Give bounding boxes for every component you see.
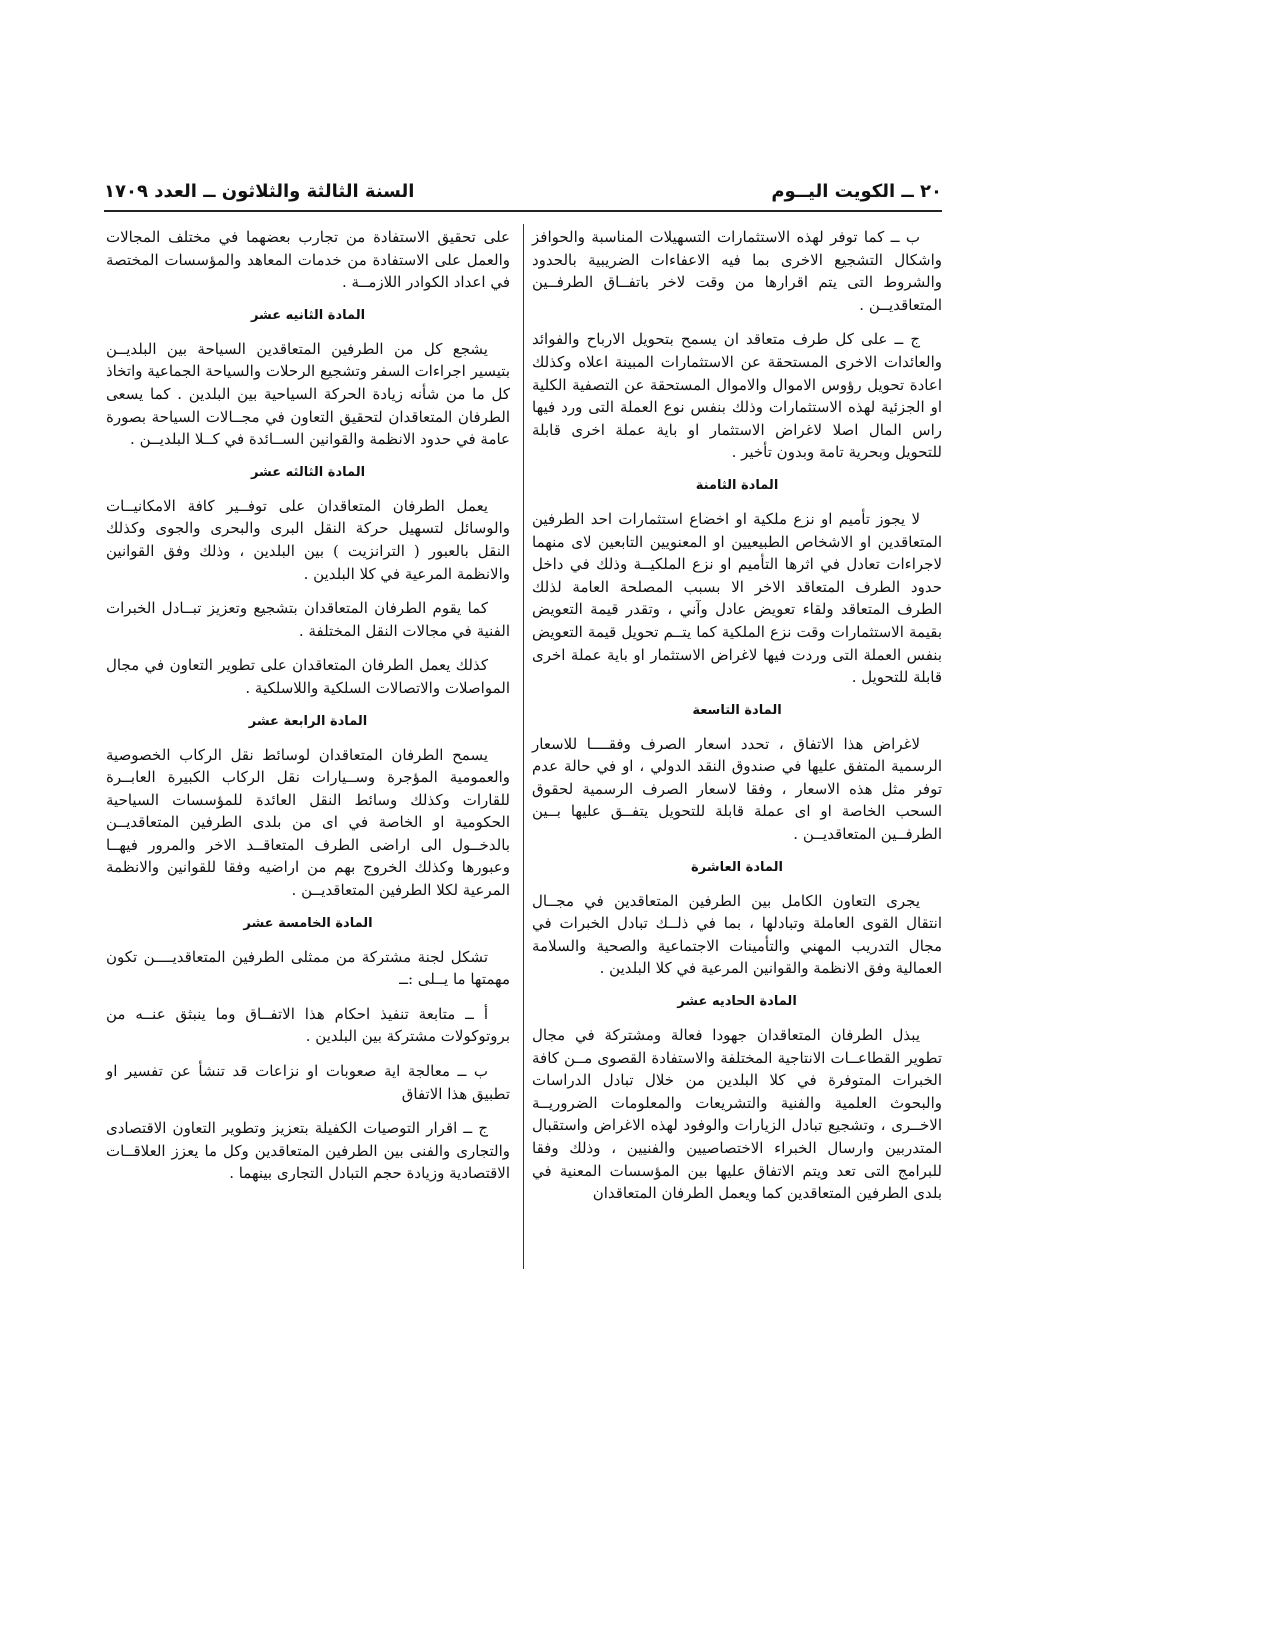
paragraph: ج ــ اقرار التوصيات الكفيلة بتعزيز وتطوير التعاون الاقتصادى والتجارى والفنى بين الطرفين المتعاقدين وكل ما يعزز العلاقــات الاقتصادية وزيادة حجم التبادل التجارى بينهما . [106,1119,510,1183]
left-column [106,226,510,1197]
paragraph: على تحقيق الاستفادة من تجارب بعضهما في مختلف المجالات والعمل على الاستفادة من خدمات المعاهد والمؤسسات المختصة في اعداد الكوادر اللازمــة . [106,228,510,292]
paragraph: كذلك يعمل الطرفان المتعاقدان على تطوير التعاون في مجال المواصلات والاتصالات السلكية واللاسلكية . [106,656,510,697]
paragraph: يجرى التعاون الكامل بين الطرفين المتعاقدين في مجــال انتقال القوى العاملة وتبادلها ، بما في ذلــك تبادل الخبرات في مجال التدريب المهني والتأمينات الاجتماعية والصحية والسلامة العمالية وفق الانظمة والقوانين المرعية في كلا البلدين . [532,891,942,978]
article-heading: المادة الرابعة عشر [248,713,368,729]
paragraph: يبذل الطرفان المتعاقدان جهودا فعالة ومشتركة في مجال تطوير القطاعــات الانتاجية المختلفة والاستفادة القصوى مــن كافة الخبرات المتوفرة في كلا البلدين من خلال تبادل الدراسات والبحوث العلمية والفنية والتشريعات والمعلومات الضروريــة الاخــرى ، وتشجيع تبادل الزيارات والوفود لهذه الاغراض واستقبال المتدربين وارسال الخبراء الاختصاصيين والفنيين ، وذلك وفقا للبرامج التى تعد ويتم الاتفاق عليها بين المؤسسات المعنية في بلدى الطرفين المتعاقدين كما ويعمل الطرفان المتعاقدان [532,1026,942,1203]
article-heading: المادة الخامسة عشر [243,915,373,931]
header-issue: السنة الثالثة والثلاثون ــ العدد ١٧٠٩ [104,181,415,202]
paragraph: كما يقوم الطرفان المتعاقدان بتشجيع وتعزيز تبــادل الخبرات الفنية في مجالات النقل المختلفة . [106,599,510,640]
article-heading: المادة الثامنة [695,477,779,493]
paragraph: لا يجوز تأميم او نزع ملكية او اخضاع استثمارات احد الطرفين المتعاقدين او الاشخاص الطبيعيين او المعنويين التابعين لاى منهما لاجراءات تعادل في اثرها التأميم او نزع الملكيــة وذلك في داخل حدود الطرف المتعاقد الاخر الا بسبب المصلحة العامة لذلك الطرف المتعاقد ولقاء تعويض عادل وآني ، وتقدر قيمة التعويض بقيمة الاستثمارات وقت نزع الملكية كما يتــم تحويل قيمة التعويض بنفس العملة التى وردت فيها لاغراض الاستثمار او باية عملة اخرى قابلة للتحويل . [532,509,942,687]
paragraph: يعمل الطرفان المتعاقدان على توفــير كافة الامكانيــات والوسائل لتسهيل حركة النقل البرى والبحرى والجوى وكذلك النقل بالعبور ( الترانزيت ) بين البلدين ، وذلك وفق القوانين والانظمة المرعية في كلا البلدين . [106,496,510,583]
paragraph: لاغراض هذا الاتفاق ، تحدد اسعار الصرف وفقــــا للاسعار الرسمية المتفق عليها في صندوق النقد الدولي ، او في حالة عدم توفر مثل هذه الاسعار ، وفقا لاسعار الصرف الرسمية لحقوق السحب الخاصة او اى عملة قابلة للتحويل يتفــق عليها بــين الطرفــين المتعاقديــن . [532,734,942,844]
column-divider [523,224,524,1269]
article-heading: المادة العاشرة [691,859,783,875]
article-heading: المادة الحاديه عشر [677,994,797,1010]
page-header [104,178,942,208]
article-heading: المادة الثانيه عشر [250,307,366,323]
paragraph: يشجع كل من الطرفين المتعاقدين السياحة بين البلديــن بتيسير اجراءات السفر وتشجيع الرحلات والسياحة الجماعية واتخاذ كل ما من شأنه زيادة الحركة السياحية بين البلدين . كما يسعى الطرفان المتعاقدان لتحقيق التعاون في مجــالات السياحة بصورة عامة في حدود الانظمة والقوانين الســائدة في كــلا البلديــن . [106,339,510,449]
article-heading: المادة الثالثه عشر [250,464,366,480]
paragraph: يسمح الطرفان المتعاقدان لوسائط نقل الركاب الخصوصية والعمومية المؤجرة وســيارات نقل الركاب الكبيرة العابــرة للقارات وكذلك وسائط النقل العائدة للمؤسسات السياحية الحكومية او الخاصة في اى من بلدى الطرفين المتعاقديــن بالدخــول الى اراضى الطرف المتعاقــد الاخر والمرور فيهــا وعبورها وكذلك الخروج بهم من اراضيه وفقا للقوانين والانظمة المرعية لكلا الطرفين المتعاقديــن . [106,745,510,900]
article-heading: المادة التاسعة [692,702,782,718]
paragraph: أ ــ متابعة تنفيذ احكام هذا الاتفــاق وما ينبثق عنــه من بروتوكولات مشتركة بين البلدين . [106,1004,510,1046]
header-publication: ٢٠ ــ الكويت اليــوم [771,181,942,202]
right-column [532,226,942,1217]
header-rule [104,210,942,212]
paragraph: ب ــ معالجة اية صعوبات او نزاعات قد تنشأ عن تفسير او تطبيق هذا الاتفاق [106,1062,510,1103]
paragraph: ب ــ كما توفر لهذه الاستثمارات التسهيلات المناسبة والحوافز واشكال التشجيع الاخرى بما فيه الاعفاءات الضريبية بالحدود والشروط التى يتم اقرارها من وقت لاخر باتفــاق الطرفــين المتعاقديــن . [532,228,942,314]
paragraph: ج ــ على كل طرف متعاقد ان يسمح بتحويل الارباح والفوائد والعائدات الاخرى المستحقة عن الاستثمارات المبينة اعلاه وكذلك اعادة تحويل رؤوس الاموال والاموال المستحقة عن التصفية الكلية او الجزئية لهذه الاستثمارات وذلك بنفس نوع العملة التى ورد فيها راس المال اصلا لاغراض الاستثمار او باية عملة اخرى قابلة للتحويل وبحرية تامة وبدون تأخير . [532,330,942,462]
paragraph: تشكل لجنة مشتركة من ممثلى الطرفين المتعاقديــــن تكون مهمتها ما يــلى :ــ [106,947,510,989]
